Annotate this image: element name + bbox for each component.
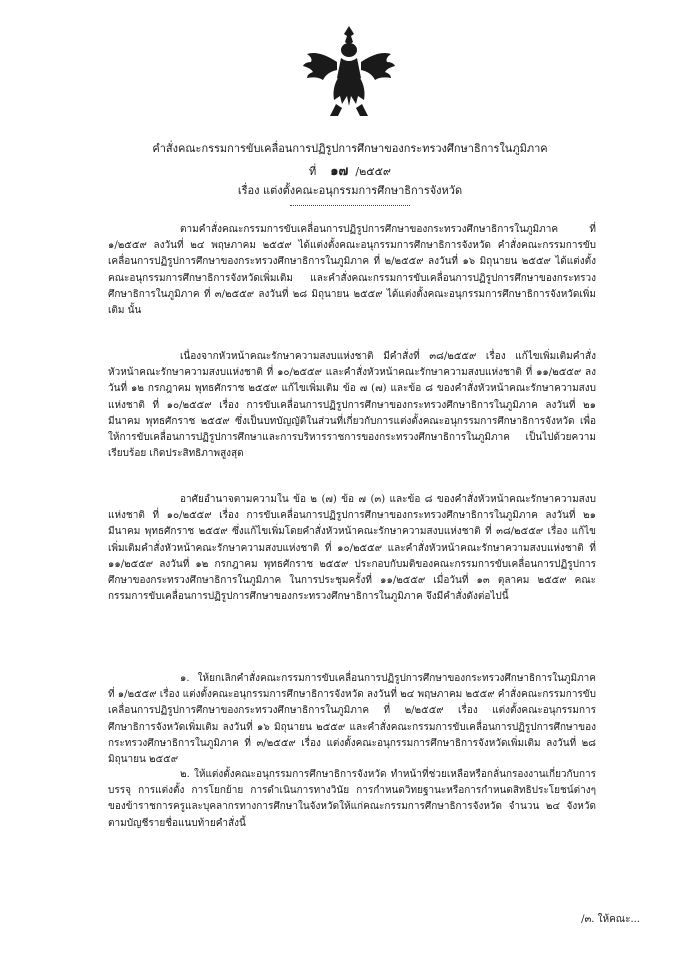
paragraph-clause-1: ๑. ให้ยกเลิกคำสั่งคณะกรรมการขับเคลื่อนการปฏิรูปการศึกษาของกระทรวงศึกษาธิการในภูมิภาค ที่ ๑/๒๕๕๙ เรื่อง แต่งตั้งคณะอนุกรรมการศึกษาธิการจังหวัด ลงวันที่ ๒๔ พฤษภาคม ๒๕๕๙ คำสั่งคณะกรรมการขับเคลื่อนการปฏิรูปการศึกษาของกระทรวงศึกษาธิการในภูมิภาค ที่ ๒/๒๕๕๙ เรื่อง แต่งตั้งคณะอนุกรรมการศึกษาธิการจังหวัดเพิ่มเติม ลงวันที่ ๑๖ มิถุนายน ๒๕๕๙ และคำสั่งคณะกรรมการขับเคลื่อนการปฏิรูปการศึกษาของกระทรวงศึกษาธิการในภูมิภาค ที่ ๓/๒๕๕๙ เรื่อง แต่งตั้งคณะอนุกรรมการศึกษาธิการจังหวัดเพิ่มเติม ลงวันที่ ๒๘ มิถุนายน ๒๕๕๙ (108, 673, 596, 766)
garuda-emblem-icon (300, 22, 398, 122)
paragraph-3: อาศัยอำนาจตามความใน ข้อ ๒ (๗) ข้อ ๗ (๓) และข้อ ๘ ของคำสั่งหัวหน้าคณะรักษาความสงบแห่งชาติ ที่ ๑๐/๒๕๕๙ เรื่อง การขับเคลื่อนการปฏิรูปการศึกษาของกระทรวงศึกษาธิการในภูมิภาค ลงวันที่ ๒๑ มีนาคม พุทธศักราช ๒๕๕๙ ซึ่งแก้ไขเพิ่มโดยคำสั่งหัวหน้าคณะรักษาความสงบแห่งชาติ ที่ ๓๘/๒๕๕๙ เรื่อง แก้ไขเพิ่มเติมคำสั่งหัวหน้าคณะรักษาความสงบแห่งชาติ ที่ ๑๐/๒๕๕๙ และคำสั่งหัวหน้าคณะรักษาความสงบแห่งชาติ ที่ ๑๑/๒๕๕๙ ลงวันที่ ๑๒ กรกฎาคม พุทธศักราช ๒๕๕๙ ประกอบกับมติของคณะกรรมการขับเคลื่อนการปฏิรูปการศึกษาของกระทรวงศึกษาธิการในภูมิภาค ในการประชุมครั้งที่ ๑๑/๒๕๕๙ เมื่อวันที่ ๑๓ ตุลาคม ๒๕๕๙ คณะกรรมการขับเคลื่อนการปฏิรูปการศึกษาของกระทรวงศึกษาธิการในภูมิภาค จึงมีคำสั่งดังต่อไปนี้ (108, 494, 596, 603)
separator-line (290, 205, 410, 206)
order-number (90, 160, 610, 181)
paragraph-1: ตามคำสั่งคณะกรรมการขับเคลื่อนการปฏิรูปการศึกษาของกระทรวงศึกษาธิการในภูมิภาค ที่ ๑/๒๕๕๙ ลงวันที่ ๒๔ พฤษภาคม ๒๕๕๙ ได้แต่งตั้งคณะอนุกรรมการศึกษาธิการจังหวัด คำสั่งคณะกรรมการขับเคลื่อนการปฏิรูปการศึกษาของกระทรวงศึกษาธิการในภูมิภาค ที่ ๒/๒๕๕๙ ลงวันที่ ๑๖ มิถุนายน ๒๕๕๙ ได้แต่งตั้งคณะอนุกรรมการศึกษาธิการจังหวัดเพิ่มเติม และคำสั่งคณะกรรมการขับเคลื่อนการปฏิรูปการศึกษาของกระทรวงศึกษาธิการในภูมิภาค ที่ ๓/๒๕๕๙ ลงวันที่ ๒๘ มิถุนายน ๒๕๕๙ ได้แต่งตั้งคณะอนุกรรมการศึกษาธิการจังหวัดเพิ่มเติม นั้น (108, 224, 596, 317)
handwritten-number: ๑๗ (330, 164, 349, 179)
order-title: คำสั่งคณะกรรมการขับเคลื่อนการปฏิรูปการศึกษาของกระทรวงศึกษาธิการในภูมิภาค (152, 142, 548, 155)
continuation-note: /๓. ให้คณะ... (581, 914, 640, 925)
paragraph-2: เนื่องจากหัวหน้าคณะรักษาความสงบแห่งชาติ มีคำสั่งที่ ๓๘/๒๕๕๙ เรื่อง แก้ไขเพิ่มเติมคำสั่งหัวหน้าคณะรักษาความสงบแห่งชาติ ที่ ๑๐/๒๕๕๙ และคำสั่งหัวหน้าคณะรักษาความสงบแห่งชาติ ที่ ๑๑/๒๕๕๙ ลงวันที่ ๑๒ กรกฎาคม พุทธศักราช ๒๕๕๙ แก้ไขเพิ่มเติม ข้อ ๗ (๗) และข้อ ๘ ของคำสั่งหัวหน้าคณะรักษาความสงบแห่งชาติ ที่ ๑๐/๒๕๕๙ เรื่อง การขับเคลื่อนการปฏิรูปการศึกษาของกระทรวงศึกษาธิการในภูมิภาค ลงวันที่ ๒๑ มีนาคม พุทธศักราช ๒๕๕๙ ซึ่งเป็นบทบัญญัติในส่วนที่เกี่ยวกับการแต่งตั้งคณะอนุกรรมการศึกษาธิการจังหวัด เพื่อให้การขับเคลื่อนการปฏิรูปการศึกษาและการบริหารราชการของกระทรวงศึกษาธิการในภูมิภาค เป็นไปด้วยความเรียบร้อย เกิดประสิทธิภาพสูงสุด (108, 351, 596, 460)
paragraph-clause-2: ๒. ให้แต่งตั้งคณะอนุกรรมการศึกษาธิการจังหวัด ทำหน้าที่ช่วยเหลือหรือกลั่นกรองงานเกี่ยวกับการบรรจุ การแต่งตั้ง การโยกย้าย การดำเนินการทางวินัย การกำหนดวิทยฐานะหรือการกำหนดสิทธิประโยชน์ต่างๆ ของข้าราชการครูและบุคลากรทางการศึกษาในจังหวัดให้แก่คณะกรรมการศึกษาธิการจังหวัด จำนวน ๒๔ จังหวัด ตามบัญชีรายชื่อแนบท้ายคำสั่งนี้ (108, 769, 596, 829)
number-prefix: ที่ (309, 165, 317, 178)
number-suffix: /๒๕๕๙ (355, 165, 391, 178)
order-subject: เรื่อง แต่งตั้งคณะอนุกรรมการศึกษาธิการจังหวัด (237, 184, 463, 197)
